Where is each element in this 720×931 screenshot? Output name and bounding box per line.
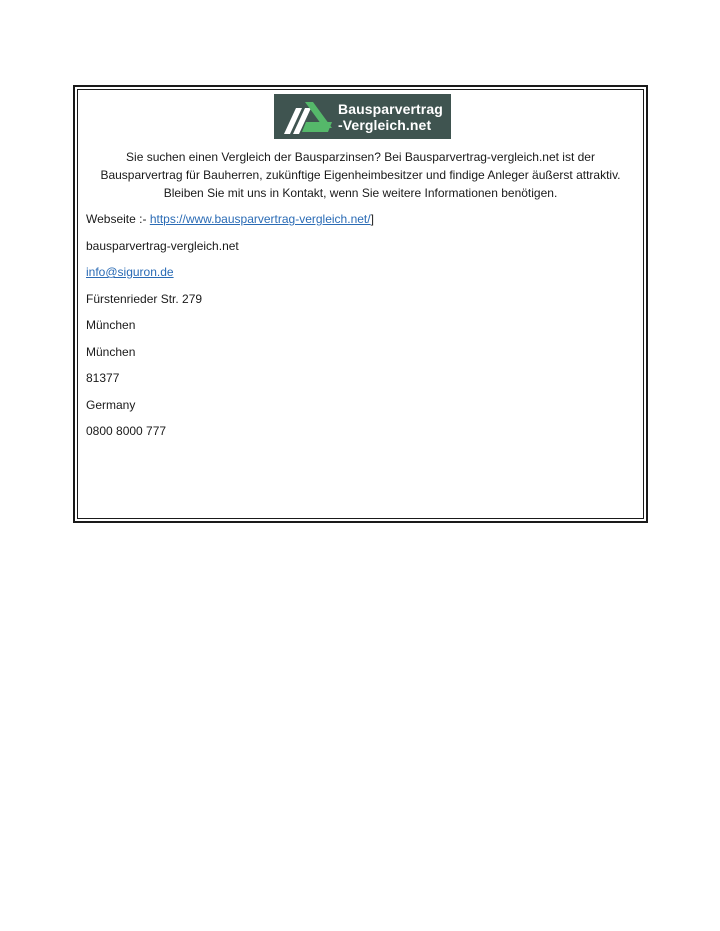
logo-line-2: -Vergleich.net xyxy=(338,116,432,133)
house-roof-stripes-icon xyxy=(280,94,336,139)
city: München xyxy=(86,318,136,332)
website-suffix: ] xyxy=(370,212,374,226)
brand-logo xyxy=(274,94,451,139)
country: Germany xyxy=(86,398,136,412)
street-address: Fürstenrieder Str. 279 xyxy=(86,292,203,306)
website-line xyxy=(86,212,374,226)
intro-paragraph: Sie suchen einen Vergleich der Bausparzinsen? Bei Bausparvertrag-vergleich.net ist der Bausparvertrag für Bauherren, zukünftige Eigenheimbesitzer und findige Anleger äußerst attraktiv. Bleiben Sie mit uns in Kontakt, wenn Sie weitere Informationen benötigen. xyxy=(100,150,621,200)
logo-line-1: Bausparvertrag xyxy=(338,100,443,117)
website-label: Webseite :- xyxy=(86,212,150,226)
postal-code: 81377 xyxy=(86,371,120,385)
business-name: bausparvertrag-vergleich.net xyxy=(86,239,239,253)
email-line xyxy=(86,265,174,279)
website-link[interactable]: https://www.bausparvertrag-vergleich.net/ xyxy=(149,212,371,226)
content-frame-inner xyxy=(77,89,644,519)
content-frame xyxy=(73,85,648,523)
phone-number: 0800 8000 777 xyxy=(86,424,167,438)
email-link[interactable]: info@siguron.de xyxy=(86,265,174,279)
brand-logo-text xyxy=(338,101,443,133)
region: München xyxy=(86,345,136,359)
